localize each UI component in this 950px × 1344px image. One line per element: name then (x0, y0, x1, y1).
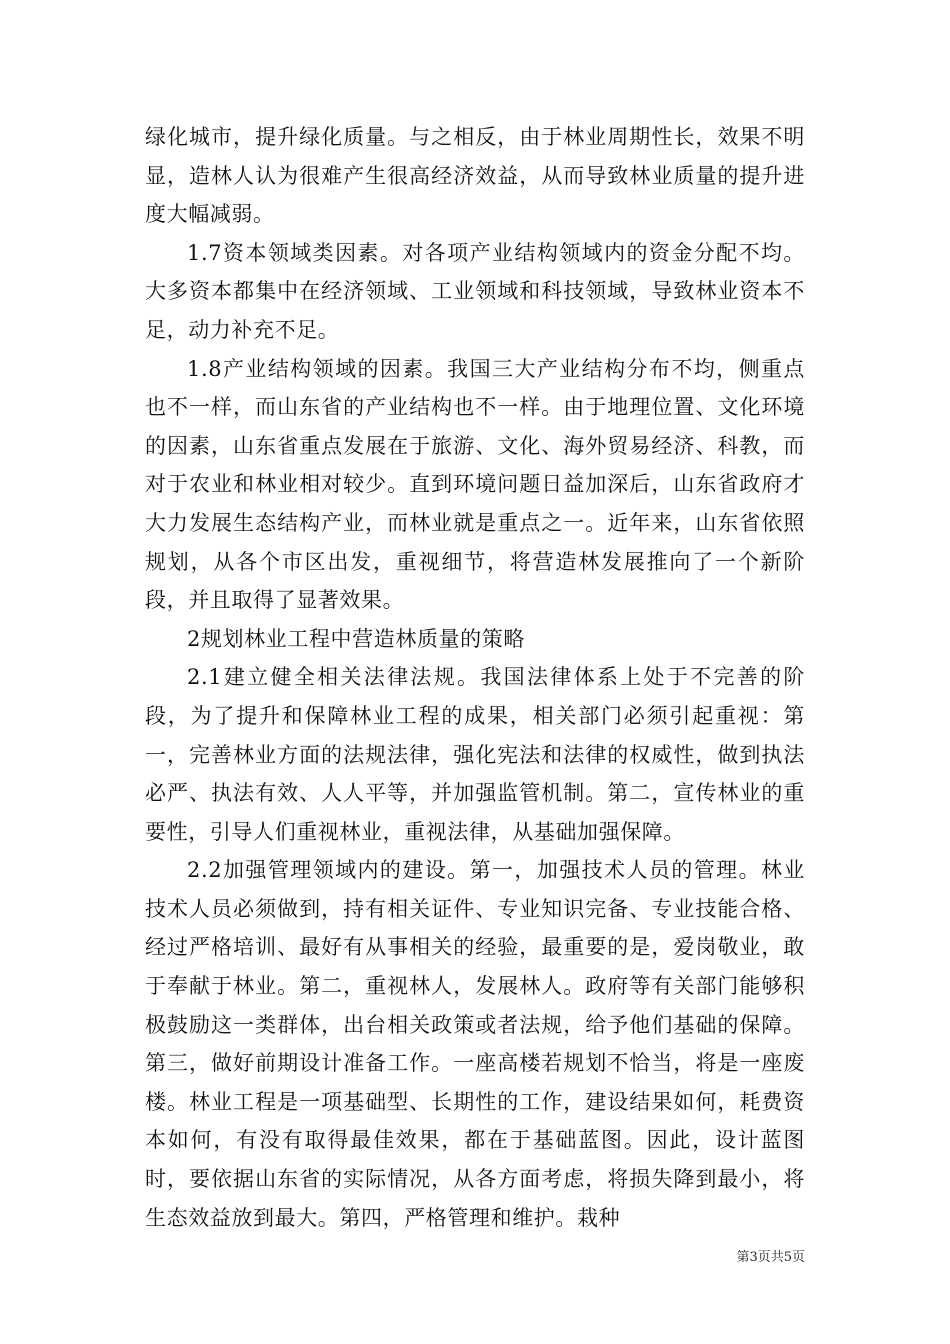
document-body (145, 118, 805, 1237)
paragraph-2-1: 2.1建立健全相关法律法规。我国法律体系上处于不完善的阶段，为了提升和保障林业工程的成果，相关部门必须引起重视：第一，完善林业方面的法规法律，强化宪法和法律的权威性，做到执法必严、执法有效、人人平等，并加强监管机制。第二，宣传林业的重要性，引导人们重视林业，重视法律，从基础加强保障。 (145, 665, 805, 844)
paragraph-1-7: 1.7资本领域类因素。对各项产业结构领域内的资金分配不均。大多资本都集中在经济领域、工业领域和科技领域，导致林业资本不足，动力补充不足。 (145, 240, 805, 342)
paragraph-2-2: 2.2加强管理领域内的建设。第一，加强技术人员的管理。林业技术人员必须做到，持有相关证件、专业知识完备、专业技能合格、经过严格培训、最好有从事相关的经验，最重要的是，爱岗敬业，敢于奉献于林业。第二，重视林人，发展林人。政府等有关部门能够积极鼓励这一类群体，出台相关政策或者法规，给予他们基础的保障。第三，做好前期设计准备工作。一座高楼若规划不恰当，将是一座废楼。林业工程是一项基础型、长期性的工作，建设结果如何，耗费资本如何，有没有取得最佳效果，都在于基础蓝图。因此，设计蓝图时，要依据山东省的实际情况，从各方面考虑，将损失降到最小，将生态效益放到最大。第四，严格管理和维护。栽种 (145, 858, 805, 1230)
page-number-footer: 第3页共5页 (736, 1250, 805, 1265)
section-heading-2: 2规划林业工程中营造林质量的策略 (187, 626, 525, 651)
paragraph-continuation: 绿化城市，提升绿化质量。与之相反，由于林业周期性长，效果不明显，造林人认为很难产生很高经济效益，从而导致林业质量的提升进度大幅减弱。 (145, 125, 805, 227)
paragraph-1-8: 1.8产业结构领域的因素。我国三大产业结构分布不均，侧重点也不一样，而山东省的产业结构也不一样。由于地理位置、文化环境的因素，山东省重点发展在于旅游、文化、海外贸易经济、科教，而对于农业和林业相对较少。直到环境问题日益加深后，山东省政府才大力发展生态结构产业，而林业就是重点之一。近年来，山东省依照规划，从各个市区出发，重视细节，将营造林发展推向了一个新阶段，并且取得了显著效果。 (145, 356, 805, 613)
